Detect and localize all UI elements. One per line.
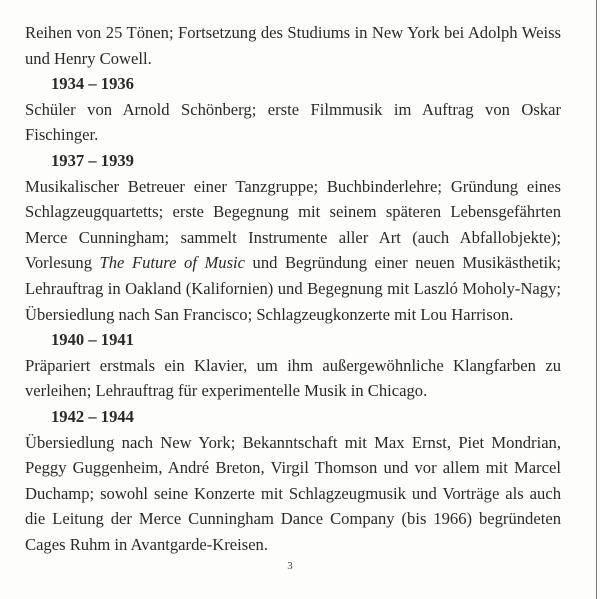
heading-1942-1944: 1942 – 1944 [51, 406, 134, 426]
page-edge [596, 0, 597, 599]
paragraph-1937-1939 [25, 174, 561, 328]
heading-1937-1939: 1937 – 1939 [51, 150, 134, 170]
text-segment: und Begründung einer neuen Musikästhetik; Lehrauftrag in Oakland (Kalifornien) und Begegnung mit Laszló Moholy-Nagy; Übersiedlung nach San Francisco; Schlagzeugkonzerte mit Lou Harrison. [25, 253, 562, 324]
heading-1940-1941: 1940 – 1941 [51, 330, 134, 350]
page-number: 3 [287, 560, 293, 572]
paragraph-1942-1944: Übersiedlung nach New York; Bekanntschaft mit Max Ernst, Piet Mondrian, Peggy Guggenheim, André Breton, Virgil Thomson und vor allem mit Marcel Duchamp; sowohl seine Konzerte mit Schlagzeugmusik und Vorträge als auch die Leitung der Merce Cunningham Dance Company (bis 1966) begründeten Cages Ruhm in Avantgarde-Kreisen. [25, 432, 561, 554]
lecture-title: The Future of Music [99, 253, 246, 273]
text-segment: Musikalischer Betreuer einer Tanzgruppe; Buchbinderlehre; Gründung eines Schlagzeugquartetts; erste Begegnung mit seinem späteren Lebensgefährten Merce Cunningham; sammelt Instrumente aller Art (auch Abfallobjekte); Vorlesung [25, 176, 561, 273]
paragraph-intro: Reihen von 25 Tönen; Fortsetzung des Studiums in New York bei Adolph Weiss und Henry Cowell. [25, 23, 561, 68]
page-body [25, 20, 561, 557]
paragraph-1934-1936: Schüler von Arnold Schönberg; erste Filmmusik im Auftrag von Oskar Fischinger. [25, 99, 561, 145]
paragraph-1940-1941: Präpariert erstmals ein Klavier, um ihm außergewöhnliche Klangfarben zu verleihen; Lehrauftrag für experimentelle Musik in Chicago. [25, 355, 561, 401]
heading-1934-1936: 1934 – 1936 [51, 74, 134, 94]
